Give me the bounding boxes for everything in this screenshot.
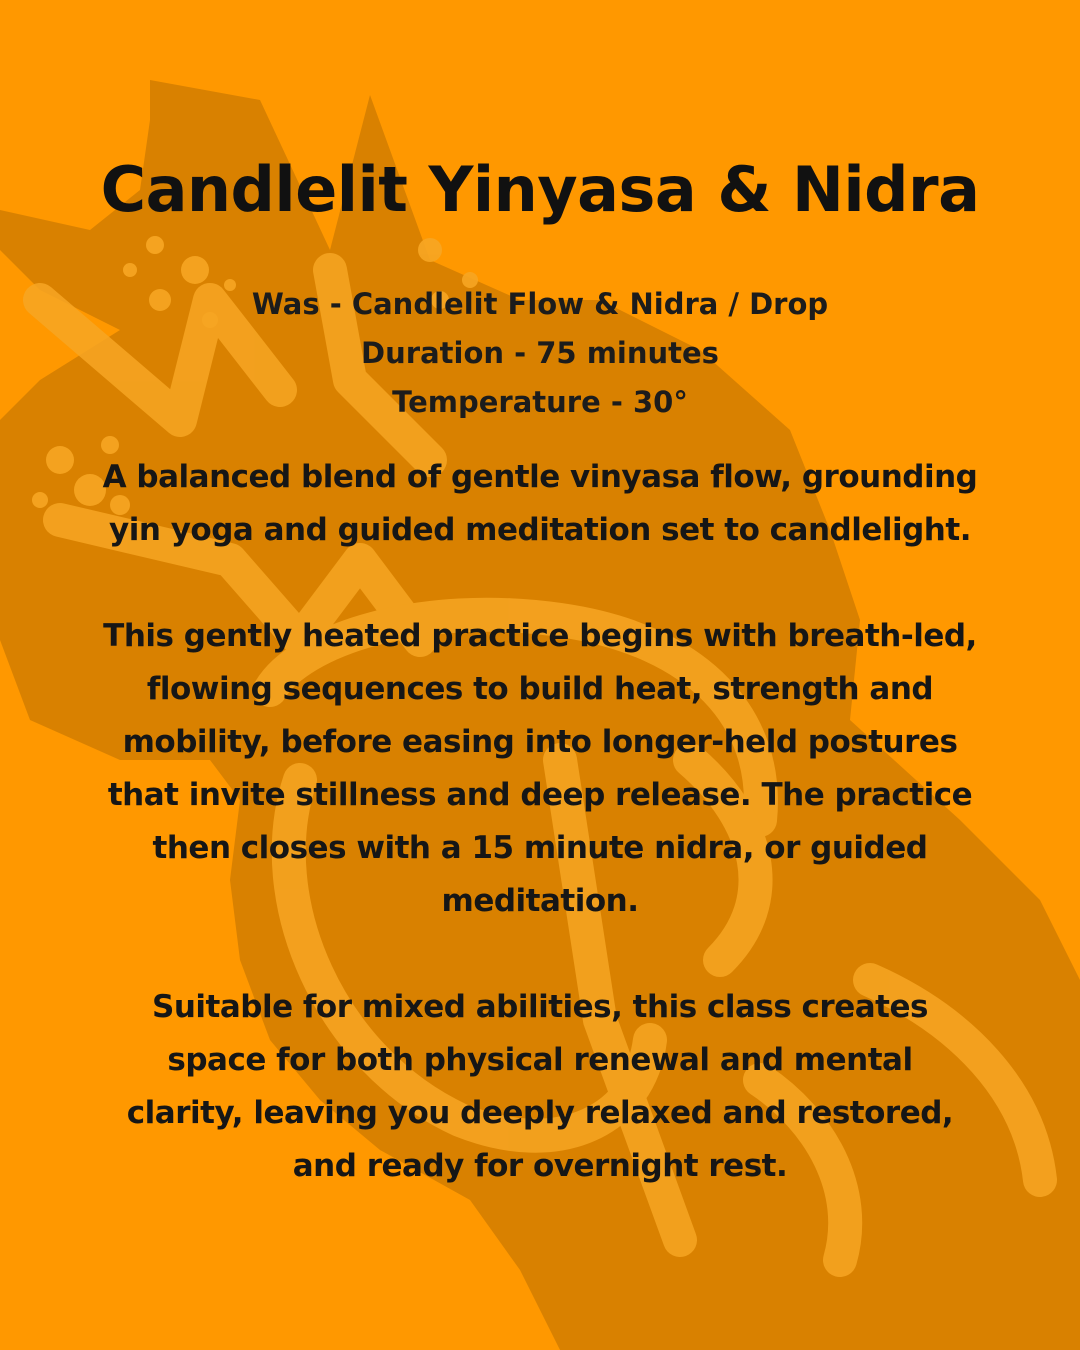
description-practice: This gently heated practice begins with breath-led, flowing sequences to build heat, strength and mobility, before easing into longer-held postures that invite stillness and deep release. The practice then closes with a 15 minute nidra, or guided meditation. [103,618,977,919]
temperature: Temperature - 30° [392,385,688,419]
class-description [70,451,1010,1246]
class-meta [60,280,1020,427]
duration: Duration - 75 minutes [361,336,719,370]
description-intro: A balanced blend of gentle vinyasa flow, grounding yin yoga and guided meditation set to candlelight. [102,459,978,548]
previous-name: Was - Candlelit Flow & Nidra / Drop [251,287,829,321]
class-title: Candlelit Yinyasa & Nidra [100,153,980,226]
description-suitability: Suitable for mixed abilities, this class creates space for both physical renewal and mental clarity, leaving you deeply relaxed and restored, and ready for overnight rest. [126,989,954,1184]
